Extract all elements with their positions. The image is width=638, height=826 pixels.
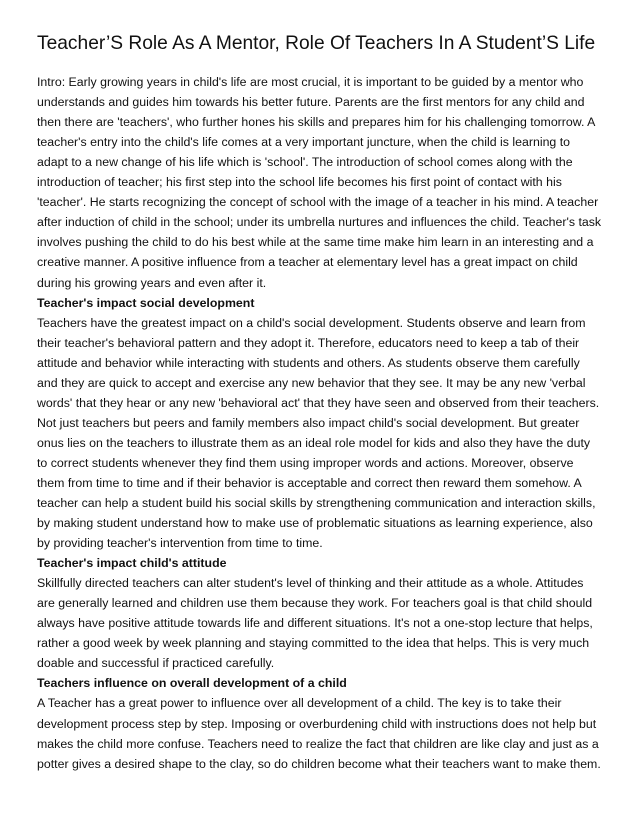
section-child-attitude (37, 553, 603, 673)
section-heading: Teacher's impact social development (37, 295, 255, 310)
section-body: Teachers have the greatest impact on a child's social development. Students observe and learn from their teacher's behavioral pattern and they adopt it. Therefore, educators need to keep a tab of their attitude and behavior while interacting with students and others. As students observe them carefully and they are quick to accept and exercise any new behavior that they see. It may be any new 'verbal words' that they hear or any new 'behavioral act' that they have seen and observed from their teachers. Not just teachers but peers and family members also impact child's social development. But greater onus lies on the teachers to illustrate them as an ideal role model for kids and also they have the duty to correct students whenever they find them using improper words and actions. Moreover, observe them from time to time and if their behavior is acceptable and correct then reward them somehow. A teacher can help a student build his social skills by strengthening communication and interaction skills, by making student understand how to make use of problematic situations as learning experience, also by providing teacher's intervention from time to time. (37, 315, 600, 551)
section-body: A Teacher has a great power to influence over all development of a child. The key is to take their development process step by step. Imposing or overburdening child with instructions does not help but makes the child more confuse. Teachers need to realize the fact that children are like clay and just as a potter gives a desired shape to the clay, so do children become what their teachers want to make them. (37, 696, 601, 771)
section-overall-development (37, 673, 603, 773)
section-social-development (37, 293, 603, 554)
section-heading: Teachers influence on overall development of a child (37, 676, 347, 691)
section-heading: Teacher's impact child's attitude (37, 556, 227, 571)
section-body: Skillfully directed teachers can alter student's level of thinking and their attitude as a whole. Attitudes are generally learned and children use them because they work. For teachers goal is that child should always have positive attitude towards life and different situations. It's not a one-stop lecture that helps, rather a good week by week planning and staying committed to the idea that helps. This is very much doable and successful if practiced carefully. (37, 576, 593, 671)
intro-paragraph: Intro: Early growing years in child's life are most crucial, it is important to be guided by a mentor who understands and guides him towards his better future. Parents are the first mentors for any child and then there are 'teachers', who further hones his skills and prepares him for his challenging tomorrow. A teacher's entry into the child's life comes at a very important juncture, when the child is learning to adapt to a new change of his life which is 'school'. The introduction of school comes along with the introduction of teacher; his first step into the school life becomes his first point of contact with his 'teacher'. He starts recognizing the concept of school with the image of a teacher in his mind. A teacher after induction of child in the school; under its umbrella nurtures and influences the child. Teacher's task involves pushing the child to do his best while at the same time make him learn in an interesting and a creative manner. A positive influence from a teacher at elementary level has a great impact on child during his growing years and even after it. (37, 75, 602, 290)
document-page (37, 32, 603, 774)
page-title: Teacher’S Role As A Mentor, Role Of Teachers In A Student’S Life (37, 33, 596, 54)
